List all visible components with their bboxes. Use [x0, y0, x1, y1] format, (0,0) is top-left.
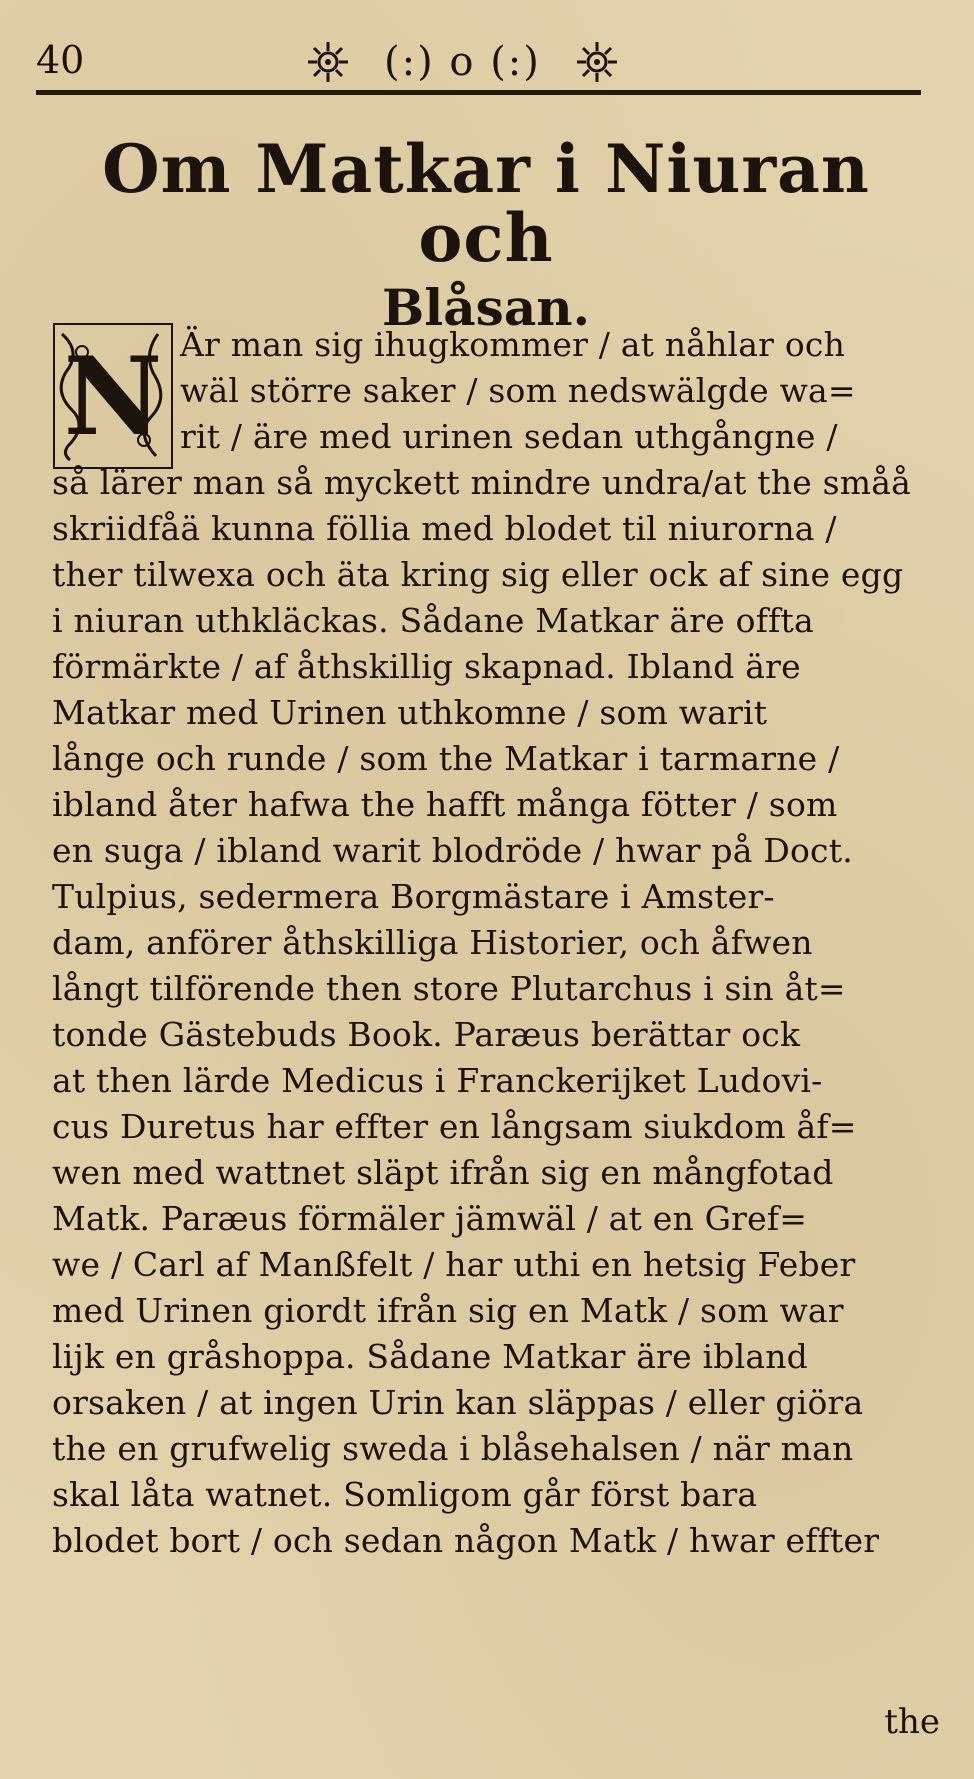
body-line: långt tilförende then store Plutarchus i sin åt= — [52, 969, 846, 1008]
body-line: dam, anförer åthskilliga Historier, och åfwen — [52, 923, 813, 962]
page-header — [36, 30, 921, 100]
body-line: wen med wattnet släpt ifrån sig en mångfotad — [52, 1153, 834, 1192]
chapter-title — [36, 130, 936, 337]
body-line: skal låta watnet. Somligom går först bara — [52, 1475, 758, 1514]
body-line: at then lärde Medicus i Franckerijket Ludovi- — [52, 1061, 823, 1100]
decorated-initial-icon — [52, 322, 174, 470]
body-line: en suga / ibland warit blodröde / hwar på Doct. — [52, 831, 853, 870]
body-line: orsaken / at ingen Urin kan släppas / eller giöra — [52, 1383, 864, 1422]
body-line: Matkar med Urinen uthkomne / som warit — [52, 693, 768, 732]
initial-letter: N — [63, 334, 163, 460]
body-line: Tulpius, sedermera Borgmästare i Amster- — [52, 877, 775, 916]
chapter-title-line-2: Blåsan. — [382, 277, 590, 337]
body-line: we / Carl af Manßfelt / har uthi en hetsig Feber — [52, 1245, 856, 1284]
body-line: Matk. Paræus förmäler jämwäl / at en Gref= — [52, 1199, 808, 1238]
body-line: ther tilwexa och äta kring sig eller ock af sine egg — [52, 555, 904, 594]
fleuron-right-icon — [575, 40, 619, 84]
chapter-title-line-1: Om Matkar i Niuran och — [102, 130, 870, 278]
body-line: tonde Gästebuds Book. Paræus berättar ock — [52, 1015, 801, 1054]
body-line: med Urinen giordt ifrån sig en Matk / som war — [52, 1291, 844, 1330]
body-line: i niuran uthkläckas. Sådane Matkar äre offta — [52, 601, 814, 640]
body-line: ibland åter hafwa the hafft många fötter / som — [52, 785, 838, 824]
body-line: långe och runde / som the Matkar i tarmarne / — [52, 739, 840, 778]
body-line: blodet bort / och sedan någon Matk / hwar effter — [52, 1521, 880, 1560]
header-ornament-text: (:) o (:) — [384, 39, 541, 85]
body-line: rit / äre med urinen sedan uthgångne / — [180, 417, 838, 456]
body-line: Är man sig ihugkommer / at nåhlar och — [180, 325, 846, 364]
body-line: lijk en gråshoppa. Sådane Matkar äre ibland — [52, 1337, 808, 1376]
body-line: skriidfåä kunna föllia med blodet til niurorna / — [52, 509, 837, 548]
body-line: wäl större saker / som nedswälgde wa= — [180, 371, 856, 410]
header-rule — [36, 90, 921, 95]
body-line: så lärer man så myckett mindre undra/at the småå — [52, 463, 912, 502]
body-line: the en grufwelig sweda i blåsehalsen / när man — [52, 1429, 854, 1468]
body-line: förmärkte / af åthskillig skapnad. Ibland äre — [52, 647, 801, 686]
catchword: the — [884, 1702, 940, 1742]
fleuron-left-icon — [306, 40, 350, 84]
body-line: cus Duretus har effter en långsam siukdom åf= — [52, 1107, 857, 1146]
page-number: 40 — [36, 38, 85, 82]
header-ornaments — [306, 34, 706, 90]
